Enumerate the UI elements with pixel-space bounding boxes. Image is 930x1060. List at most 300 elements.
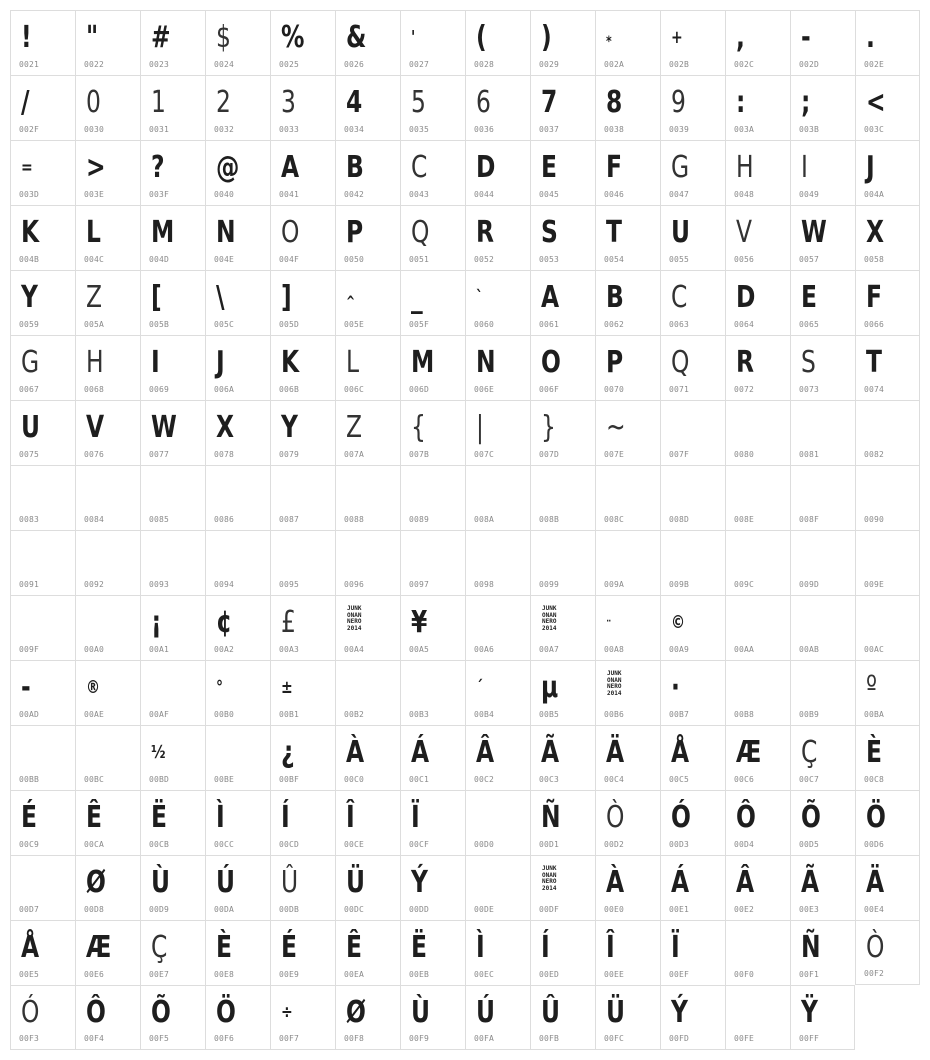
- glyph-cell-0099: [530, 530, 595, 595]
- glyph-character: (: [476, 20, 487, 55]
- glyph-cell-00de: [465, 855, 530, 920]
- glyph-codepoint-label: 00AD: [19, 710, 40, 719]
- glyph-character: 2: [216, 85, 231, 120]
- glyph-cell-0088: [335, 465, 400, 530]
- glyph-codepoint-label: 0033: [279, 125, 300, 134]
- glyph-cell-00db: [270, 855, 335, 920]
- glyph-cell-00d6: [855, 790, 920, 855]
- glyph-cell-00cf: [400, 790, 465, 855]
- glyph-cell-004b: [10, 205, 75, 270]
- glyph-codepoint-label: 00E2: [734, 905, 755, 914]
- glyph-codepoint-label: 00E8: [214, 970, 235, 979]
- glyph-character: Ø: [86, 865, 106, 900]
- glyph-codepoint-label: 0060: [474, 320, 495, 329]
- glyph-cell-004a: [855, 140, 920, 205]
- glyph-character: Ù: [151, 865, 171, 900]
- glyph-codepoint-label: 00BE: [214, 775, 235, 784]
- glyph-character: º: [866, 670, 878, 705]
- glyph-codepoint-label: 00BD: [149, 775, 170, 784]
- glyph-codepoint-label: 002C: [734, 60, 755, 69]
- glyph-codepoint-label: 007E: [604, 450, 625, 459]
- glyph-character: ¡: [151, 605, 162, 640]
- glyph-cell-005c: [205, 270, 270, 335]
- glyph-cell-00ab: [790, 595, 855, 660]
- glyph-character: £: [281, 605, 296, 640]
- glyph-character: ;: [801, 85, 811, 120]
- glyph-cell-0057: [790, 205, 855, 270]
- glyph-codepoint-label: 00F7: [279, 1034, 300, 1043]
- glyph-cell-00f0: [725, 920, 790, 985]
- glyph-cell-00f5: [140, 985, 205, 1050]
- glyph-cell-004d: [140, 205, 205, 270]
- glyph-codepoint-label: 00E1: [669, 905, 690, 914]
- glyph-codepoint-label: 0052: [474, 255, 495, 264]
- glyph-codepoint-label: 0051: [409, 255, 430, 264]
- glyph-cell-003e: [75, 140, 140, 205]
- glyph-character: R: [476, 215, 495, 250]
- glyph-character: Ï: [411, 800, 420, 835]
- glyph-codepoint-label: 00F9: [409, 1034, 430, 1043]
- glyph-cell-009d: [790, 530, 855, 595]
- glyph-codepoint-label: 00C6: [734, 775, 755, 784]
- glyph-cell-0054: [595, 205, 660, 270]
- glyph-character: Q: [671, 345, 690, 380]
- glyph-cell-0090: [855, 465, 920, 530]
- glyph-cell-0047: [660, 140, 725, 205]
- glyph-codepoint-label: 00E0: [604, 905, 625, 914]
- glyph-codepoint-label: 00FB: [539, 1034, 560, 1043]
- glyph-codepoint-label: 004D: [149, 255, 170, 264]
- glyph-cell-00ad: [10, 660, 75, 725]
- glyph-character: Ë: [411, 930, 427, 965]
- glyph-codepoint-label: 00BB: [19, 775, 40, 784]
- glyph-cell-0092: [75, 530, 140, 595]
- glyph-cell-00d5: [790, 790, 855, 855]
- glyph-codepoint-label: 002F: [19, 125, 40, 134]
- glyph-cell-009b: [660, 530, 725, 595]
- glyph-cell-00ee: [595, 920, 660, 985]
- glyph-cell-003d: [10, 140, 75, 205]
- glyph-codepoint-label: 005A: [84, 320, 105, 329]
- glyph-codepoint-label: 009A: [604, 580, 625, 589]
- glyph-character: K: [281, 345, 300, 380]
- glyph-cell-00dc: [335, 855, 400, 920]
- glyph-codepoint-label: 0064: [734, 320, 755, 329]
- glyph-codepoint-label: 00D6: [864, 840, 885, 849]
- glyph-character: Á: [411, 735, 430, 770]
- glyph-character: $: [216, 20, 231, 55]
- glyph-cell-00cb: [140, 790, 205, 855]
- glyph-codepoint-label: 0030: [84, 125, 105, 134]
- glyph-codepoint-label: 0042: [344, 190, 365, 199]
- glyph-codepoint-label: 0070: [604, 385, 625, 394]
- glyph-codepoint-label: 005C: [214, 320, 235, 329]
- glyph-cell-0061: [530, 270, 595, 335]
- glyph-codepoint-label: 0034: [344, 125, 365, 134]
- glyph-codepoint-label: 00B9: [799, 710, 820, 719]
- glyph-cell-003f: [140, 140, 205, 205]
- glyph-character: Ã: [801, 865, 820, 900]
- glyph-character: <: [866, 85, 886, 120]
- glyph-cell-00fa: [465, 985, 530, 1050]
- glyph-character: D: [476, 150, 496, 185]
- glyph-character: Û: [281, 865, 299, 900]
- glyph-cell-00b5: [530, 660, 595, 725]
- glyph-codepoint-label: 0080: [734, 450, 755, 459]
- glyph-character: ©: [671, 612, 686, 633]
- glyph-codepoint-label: 0024: [214, 60, 235, 69]
- junk-onan-nero-logo-glyph: JUNK ONAN NERO 2014: [607, 670, 622, 697]
- glyph-codepoint-label: 0027: [409, 60, 430, 69]
- glyph-cell-00c1: [400, 725, 465, 790]
- glyph-codepoint-label: 00C5: [669, 775, 690, 784]
- glyph-codepoint-label: 0022: [84, 60, 105, 69]
- glyph-character: ¨: [606, 619, 612, 635]
- glyph-cell-00a5: [400, 595, 465, 660]
- glyph-codepoint-label: 006B: [279, 385, 300, 394]
- glyph-codepoint-label: 0078: [214, 450, 235, 459]
- glyph-codepoint-label: 0038: [604, 125, 625, 134]
- glyph-cell-00d4: [725, 790, 790, 855]
- glyph-codepoint-label: 007A: [344, 450, 365, 459]
- glyph-codepoint-label: 002A: [604, 60, 625, 69]
- glyph-codepoint-label: 00B3: [409, 710, 430, 719]
- glyph-character: J: [216, 345, 225, 380]
- glyph-codepoint-label: 00D8: [84, 905, 105, 914]
- glyph-cell-0039: [660, 75, 725, 140]
- glyph-cell-00c6: [725, 725, 790, 790]
- glyph-cell-00f7: [270, 985, 335, 1050]
- glyph-cell-002e: [855, 10, 920, 75]
- glyph-character: +: [671, 27, 683, 48]
- glyph-codepoint-label: 00E3: [799, 905, 820, 914]
- glyph-character: Æ: [736, 735, 762, 770]
- glyph-cell-00a2: [205, 595, 270, 660]
- glyph-codepoint-label: 003A: [734, 125, 755, 134]
- glyph-cell-0031: [140, 75, 205, 140]
- glyph-cell-008a: [465, 465, 530, 530]
- glyph-character: Ç: [151, 930, 168, 965]
- glyph-codepoint-label: 00D5: [799, 840, 820, 849]
- glyph-cell-007d: [530, 400, 595, 465]
- glyph-cell-00da: [205, 855, 270, 920]
- glyph-cell-00b2: [335, 660, 400, 725]
- glyph-character: Ì: [216, 800, 225, 835]
- glyph-character: Õ: [801, 800, 821, 835]
- glyph-cell-00ef: [660, 920, 725, 985]
- glyph-cell-007c: [465, 400, 530, 465]
- glyph-character: C: [411, 150, 428, 185]
- glyph-character: ': [411, 27, 416, 48]
- glyph-codepoint-label: 0026: [344, 60, 365, 69]
- glyph-codepoint-label: 00D9: [149, 905, 170, 914]
- glyph-character: K: [21, 215, 40, 250]
- glyph-cell-0063: [660, 270, 725, 335]
- glyph-cell-00f8: [335, 985, 400, 1050]
- glyph-character: ÷: [281, 1002, 293, 1023]
- glyph-cell-0030: [75, 75, 140, 140]
- glyph-codepoint-label: 004E: [214, 255, 235, 264]
- glyph-cell-0095: [270, 530, 335, 595]
- glyph-character: Ç: [801, 735, 818, 770]
- glyph-cell-00ff: [790, 985, 855, 1050]
- glyph-character: É: [21, 800, 37, 835]
- glyph-character: O: [281, 215, 300, 250]
- glyph-character: 0: [86, 85, 101, 120]
- glyph-cell-007f: [660, 400, 725, 465]
- glyph-character: N: [476, 345, 496, 380]
- glyph-cell-00b1: [270, 660, 335, 725]
- glyph-cell-003b: [790, 75, 855, 140]
- glyph-cell-0098: [465, 530, 530, 595]
- glyph-cell-0048: [725, 140, 790, 205]
- glyph-codepoint-label: 0077: [149, 450, 170, 459]
- glyph-cell-00d8: [75, 855, 140, 920]
- glyph-cell-0035: [400, 75, 465, 140]
- glyph-codepoint-label: 0083: [19, 515, 40, 524]
- glyph-codepoint-label: 00CD: [279, 840, 300, 849]
- glyph-cell-00c8: [855, 725, 920, 790]
- glyph-cell-00b0: [205, 660, 270, 725]
- glyph-codepoint-label: 00A6: [474, 645, 495, 654]
- glyph-codepoint-label: 0040: [214, 190, 235, 199]
- glyph-character: È: [216, 930, 232, 965]
- glyph-codepoint-label: 0058: [864, 255, 885, 264]
- glyph-character: =: [21, 157, 33, 178]
- glyph-codepoint-label: 0074: [864, 385, 885, 394]
- glyph-character: B: [346, 150, 364, 185]
- glyph-cell-0070: [595, 335, 660, 400]
- glyph-character: Z: [346, 410, 363, 445]
- glyph-codepoint-label: 00F6: [214, 1034, 235, 1043]
- glyph-character: Ó: [21, 995, 40, 1030]
- glyph-cell-00bb: [10, 725, 75, 790]
- glyph-codepoint-label: 0072: [734, 385, 755, 394]
- glyph-cell-0042: [335, 140, 400, 205]
- glyph-character: &: [346, 20, 367, 55]
- glyph-codepoint-label: 00A2: [214, 645, 235, 654]
- glyph-cell-004e: [205, 205, 270, 270]
- glyph-cell-00b3: [400, 660, 465, 725]
- glyph-codepoint-label: 00DE: [474, 905, 495, 914]
- glyph-cell-0072: [725, 335, 790, 400]
- glyph-character: S: [801, 345, 816, 380]
- glyph-cell-00f6: [205, 985, 270, 1050]
- glyph-cell-002d: [790, 10, 855, 75]
- glyph-codepoint-label: 00AA: [734, 645, 755, 654]
- glyph-codepoint-label: 00C1: [409, 775, 430, 784]
- glyph-cell-005d: [270, 270, 335, 335]
- glyph-codepoint-label: 0075: [19, 450, 40, 459]
- glyph-cell-00e4: [855, 855, 920, 920]
- glyph-character: 7: [541, 85, 558, 120]
- glyph-character: ~: [606, 410, 626, 445]
- glyph-cell-006f: [530, 335, 595, 400]
- glyph-character: ?: [151, 150, 165, 185]
- glyph-codepoint-label: 005D: [279, 320, 300, 329]
- glyph-cell-0037: [530, 75, 595, 140]
- glyph-cell-008c: [595, 465, 660, 530]
- glyph-character: X: [216, 410, 235, 445]
- glyph-cell-00b9: [790, 660, 855, 725]
- glyph-cell-0024: [205, 10, 270, 75]
- glyph-cell-008d: [660, 465, 725, 530]
- glyph-character: ^: [346, 294, 356, 310]
- glyph-codepoint-label: 0032: [214, 125, 235, 134]
- glyph-codepoint-label: 00B8: [734, 710, 755, 719]
- glyph-codepoint-label: 00EB: [409, 970, 430, 979]
- glyph-cell-0051: [400, 205, 465, 270]
- glyph-cell-0069: [140, 335, 205, 400]
- glyph-cell-0085: [140, 465, 205, 530]
- glyph-cell-00b7: [660, 660, 725, 725]
- glyph-character: Ý: [411, 865, 428, 900]
- glyph-cell-003c: [855, 75, 920, 140]
- glyph-codepoint-label: 0092: [84, 580, 105, 589]
- glyph-cell-0079: [270, 400, 335, 465]
- glyph-codepoint-label: 00DA: [214, 905, 235, 914]
- glyph-cell-00ca: [75, 790, 140, 855]
- glyph-codepoint-label: 00F1: [799, 970, 820, 979]
- glyph-cell-00e8: [205, 920, 270, 985]
- glyph-character: Â: [736, 865, 755, 900]
- glyph-character: Ú: [476, 995, 496, 1030]
- glyph-codepoint-label: 00F2: [864, 969, 885, 978]
- glyph-codepoint-label: 003C: [864, 125, 885, 134]
- glyph-codepoint-label: 0089: [409, 515, 430, 524]
- glyph-codepoint-label: 0061: [539, 320, 560, 329]
- glyph-codepoint-label: 00C3: [539, 775, 560, 784]
- glyph-cell-00f9: [400, 985, 465, 1050]
- glyph-cell-00a4: [335, 595, 400, 660]
- glyph-codepoint-label: 00F3: [19, 1034, 40, 1043]
- glyph-codepoint-label: 00A0: [84, 645, 105, 654]
- glyph-codepoint-label: 0084: [84, 515, 105, 524]
- glyph-character: G: [21, 345, 40, 380]
- glyph-character: ·: [671, 670, 680, 705]
- glyph-character: Ò: [606, 800, 625, 835]
- glyph-cell-00e3: [790, 855, 855, 920]
- glyph-character: ]: [281, 280, 292, 315]
- junk-onan-nero-logo-glyph: JUNK ONAN NERO 2014: [542, 605, 557, 632]
- glyph-codepoint-label: 0029: [539, 60, 560, 69]
- glyph-cell-00e7: [140, 920, 205, 985]
- glyph-character: ½: [151, 742, 166, 763]
- glyph-cell-0081: [790, 400, 855, 465]
- glyph-character: À: [606, 865, 625, 900]
- glyph-cell-00c5: [660, 725, 725, 790]
- glyph-codepoint-label: 00C0: [344, 775, 365, 784]
- glyph-character: É: [281, 930, 297, 965]
- glyph-character: Æ: [86, 930, 112, 965]
- glyph-cell-00be: [205, 725, 270, 790]
- glyph-cell-00a9: [660, 595, 725, 660]
- glyph-character: Ü: [606, 995, 626, 1030]
- glyph-cell-0066: [855, 270, 920, 335]
- glyph-character: U: [21, 410, 41, 445]
- glyph-codepoint-label: 00CF: [409, 840, 430, 849]
- glyph-cell-00e0: [595, 855, 660, 920]
- glyph-cell-00ae: [75, 660, 140, 725]
- glyph-codepoint-label: 006F: [539, 385, 560, 394]
- glyph-character: Í: [281, 800, 290, 835]
- glyph-codepoint-label: 00B2: [344, 710, 365, 719]
- glyph-codepoint-label: 007C: [474, 450, 495, 459]
- glyph-codepoint-label: 00B6: [604, 710, 625, 719]
- glyph-character: Ý: [671, 995, 688, 1030]
- glyph-codepoint-label: 0079: [279, 450, 300, 459]
- glyph-character: \: [216, 280, 225, 315]
- glyph-codepoint-label: 00AB: [799, 645, 820, 654]
- glyph-codepoint-label: 00CE: [344, 840, 365, 849]
- glyph-codepoint-label: 00D4: [734, 840, 755, 849]
- glyph-cell-00c2: [465, 725, 530, 790]
- glyph-codepoint-label: 004C: [84, 255, 105, 264]
- glyph-cell-00f4: [75, 985, 140, 1050]
- glyph-cell-00bc: [75, 725, 140, 790]
- glyph-cell-009e: [855, 530, 920, 595]
- glyph-codepoint-label: 0055: [669, 255, 690, 264]
- glyph-cell-00a1: [140, 595, 205, 660]
- glyph-cell-0050: [335, 205, 400, 270]
- glyph-character: ,: [736, 20, 745, 55]
- glyph-cell-005a: [75, 270, 140, 335]
- glyph-codepoint-label: 00E5: [19, 970, 40, 979]
- glyph-codepoint-label: 0076: [84, 450, 105, 459]
- glyph-character: D: [736, 280, 756, 315]
- glyph-codepoint-label: 0053: [539, 255, 560, 264]
- glyph-cell-00c4: [595, 725, 660, 790]
- glyph-codepoint-label: 00A4: [344, 645, 365, 654]
- glyph-cell-00ea: [335, 920, 400, 985]
- glyph-character: I: [151, 345, 160, 380]
- glyph-character: Ë: [151, 800, 167, 835]
- glyph-codepoint-label: 0048: [734, 190, 755, 199]
- glyph-cell-0041: [270, 140, 335, 205]
- glyph-cell-0064: [725, 270, 790, 335]
- glyph-cell-0059: [10, 270, 75, 335]
- glyph-character: ¿: [281, 735, 295, 770]
- glyph-cell-0084: [75, 465, 140, 530]
- glyph-cell-00b6: [595, 660, 660, 725]
- glyph-codepoint-label: 004F: [279, 255, 300, 264]
- glyph-cell-00ba: [855, 660, 920, 725]
- glyph-cell-0082: [855, 400, 920, 465]
- glyph-codepoint-label: 0037: [539, 125, 560, 134]
- glyph-character: Õ: [151, 995, 171, 1030]
- glyph-codepoint-label: 00F5: [149, 1034, 170, 1043]
- glyph-cell-00f3: [10, 985, 75, 1050]
- glyph-codepoint-label: 00B7: [669, 710, 690, 719]
- glyph-codepoint-label: 00D2: [604, 840, 625, 849]
- glyph-codepoint-label: 006D: [409, 385, 430, 394]
- glyph-character: W: [151, 410, 177, 445]
- glyph-codepoint-label: 00A9: [669, 645, 690, 654]
- glyph-character: Ê: [86, 800, 102, 835]
- glyph-character: V: [736, 215, 753, 250]
- glyph-codepoint-label: 00AF: [149, 710, 170, 719]
- glyph-cell-0052: [465, 205, 530, 270]
- glyph-codepoint-label: 009E: [864, 580, 885, 589]
- glyph-cell-0053: [530, 205, 595, 270]
- glyph-cell-0046: [595, 140, 660, 205]
- glyph-codepoint-label: 00D3: [669, 840, 690, 849]
- glyph-cell-00f2: [855, 920, 920, 985]
- glyph-character: M: [151, 215, 175, 250]
- glyph-character: Z: [86, 280, 103, 315]
- glyph-character: /: [21, 85, 30, 120]
- glyph-character: Ù: [411, 995, 431, 1030]
